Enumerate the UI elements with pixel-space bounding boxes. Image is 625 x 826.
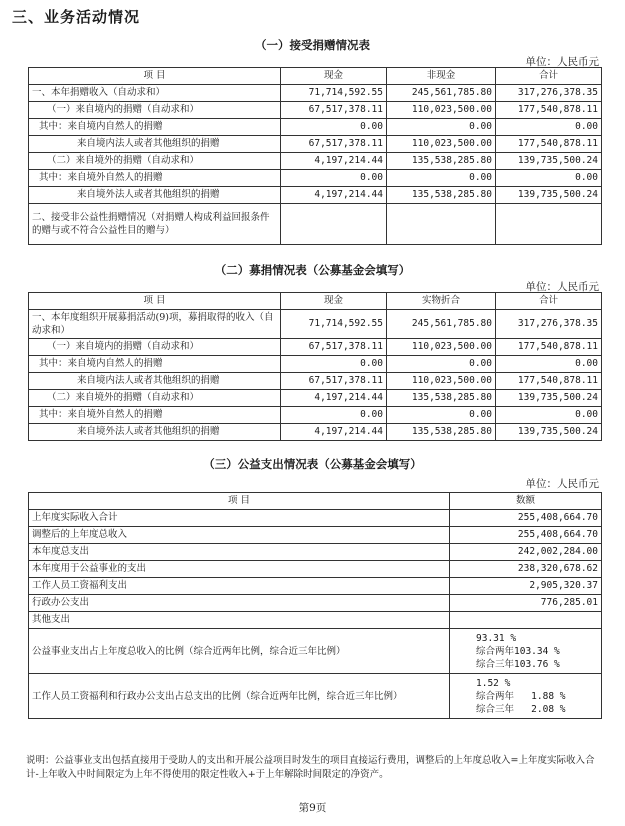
amount-value: 255,408,664.70 [450, 510, 602, 527]
donation-received-table [28, 67, 602, 245]
noncash-value: 0.00 [387, 119, 496, 136]
cash-value: 0.00 [281, 407, 387, 424]
row-label: （一）来自境内的捐赠（自动求和） [29, 339, 281, 356]
row-label: （一）来自境内的捐赠（自动求和） [29, 102, 281, 119]
cash-value: 0.00 [281, 119, 387, 136]
section-title: 三、业务活动情况 [12, 8, 141, 26]
noncash-value [387, 204, 496, 245]
table-row [29, 544, 602, 561]
row-label: （二）来自境外的捐赠（自动求和） [29, 153, 281, 170]
table-header-row [29, 493, 602, 510]
table-row [29, 204, 602, 245]
total-value: 0.00 [496, 119, 602, 136]
row-label: 其他支出 [29, 612, 450, 629]
table-row [29, 424, 602, 441]
cash-value: 4,197,214.44 [281, 153, 387, 170]
row-label: （二）来自境外的捐赠（自动求和） [29, 390, 281, 407]
table-header-row [29, 293, 602, 310]
noncash-value: 245,561,785.80 [387, 85, 496, 102]
table-row [29, 85, 602, 102]
row-label: 二、接受非公益性捐赠情况（对捐赠人构成利益回报条件的赠与或不符合公益性目的赠与） [29, 204, 281, 245]
row-label: 行政办公支出 [29, 595, 450, 612]
table-row [29, 102, 602, 119]
total-value: 0.00 [496, 407, 602, 424]
table-row [29, 310, 602, 339]
total-value: 0.00 [496, 170, 602, 187]
cash-value: 0.00 [281, 356, 387, 373]
cash-value: 4,197,214.44 [281, 424, 387, 441]
cash-value: 4,197,214.44 [281, 390, 387, 407]
total-value: 139,735,500.24 [496, 187, 602, 204]
table2-unit: 单位：人民币元 [525, 281, 599, 293]
col-header-item: 项 目 [29, 493, 450, 510]
in-kind-value: 0.00 [387, 356, 496, 373]
fundraising-table [28, 292, 602, 441]
total-value: 0.00 [496, 356, 602, 373]
table1-title: （一）接受捐赠情况表 [255, 38, 370, 52]
table3-title: （三）公益支出情况表（公募基金会填写） [203, 457, 422, 471]
col-header-total: 合计 [496, 68, 602, 85]
table-row [29, 578, 602, 595]
amount-value: 255,408,664.70 [450, 527, 602, 544]
ratio-two-year: 综合两年 1.88 % [476, 690, 566, 702]
table-row [29, 373, 602, 390]
noncash-value: 110,023,500.00 [387, 136, 496, 153]
table-row [29, 510, 602, 527]
total-value: 177,540,878.11 [496, 339, 602, 356]
explanatory-note: 说明：公益事业支出包括直接用于受助人的支出和开展公益项目时发生的项目直接运行费用，调整后的上年度总收入=上年度实际收入合计-上年收入中时间限定为上年不得使用的限定性收入+于上年解除时间限定的净资产。 [26, 755, 595, 780]
table-row [29, 170, 602, 187]
row-label: 来自境内法人或者其他组织的捐赠 [29, 136, 281, 153]
row-label: 调整后的上年度总收入 [29, 527, 450, 544]
total-value: 317,276,378.35 [496, 85, 602, 102]
row-label: 来自境外法人或者其他组织的捐赠 [29, 424, 281, 441]
table-row [29, 629, 602, 674]
table-row [29, 136, 602, 153]
col-header-cash: 现金 [281, 293, 387, 310]
total-value: 177,540,878.11 [496, 102, 602, 119]
table-header-row [29, 68, 602, 85]
table3-unit: 单位：人民币元 [525, 478, 599, 490]
in-kind-value: 135,538,285.80 [387, 424, 496, 441]
ratio-current: 93.31 % [476, 632, 517, 644]
ratio-current: 1.52 % [476, 677, 511, 689]
table-row [29, 674, 602, 719]
noncash-value: 110,023,500.00 [387, 102, 496, 119]
row-label: 本年度用于公益事业的支出 [29, 561, 450, 578]
row-label: 一、本年度组织开展募捐活动(9)项，募捐取得的收入（自动求和） [29, 310, 281, 339]
table-row [29, 356, 602, 373]
in-kind-value: 110,023,500.00 [387, 339, 496, 356]
total-value: 139,735,500.24 [496, 153, 602, 170]
table-row [29, 339, 602, 356]
col-header-in-kind: 实物折合 [387, 293, 496, 310]
table-row [29, 390, 602, 407]
ratio-values [450, 674, 602, 719]
table2-title: （二）募捐情况表（公募基金会填写） [214, 263, 411, 277]
amount-value: 776,285.01 [450, 595, 602, 612]
row-label: 其中：来自境外自然人的捐赠 [29, 170, 281, 187]
cash-value [281, 204, 387, 245]
row-label: 来自境内法人或者其他组织的捐赠 [29, 373, 281, 390]
in-kind-value: 110,023,500.00 [387, 373, 496, 390]
table-row [29, 153, 602, 170]
amount-value: 242,002,284.00 [450, 544, 602, 561]
col-header-item: 项 目 [29, 293, 281, 310]
total-value: 317,276,378.35 [496, 310, 602, 339]
table-row [29, 119, 602, 136]
total-value: 177,540,878.11 [496, 373, 602, 390]
noncash-value: 135,538,285.80 [387, 187, 496, 204]
in-kind-value: 0.00 [387, 407, 496, 424]
ratio-two-year: 综合两年103.34 % [476, 645, 560, 657]
table-row [29, 612, 602, 629]
cash-value: 71,714,592.55 [281, 310, 387, 339]
row-label: 本年度总支出 [29, 544, 450, 561]
row-label: 上年度实际收入合计 [29, 510, 450, 527]
ratio-three-year: 综合三年103.76 % [476, 658, 560, 670]
table-row [29, 187, 602, 204]
row-label: 工作人员工资福利支出 [29, 578, 450, 595]
amount-value: 2,905,320.37 [450, 578, 602, 595]
noncash-value: 135,538,285.80 [387, 153, 496, 170]
total-value: 139,735,500.24 [496, 390, 602, 407]
page-number: 第9页 [298, 802, 327, 814]
amount-value [450, 612, 602, 629]
total-value [496, 204, 602, 245]
cash-value: 67,517,378.11 [281, 339, 387, 356]
ratio-three-year: 综合三年 2.08 % [476, 703, 566, 715]
col-header-item: 项 目 [29, 68, 281, 85]
table1-unit: 单位：人民币元 [525, 56, 599, 68]
row-label: 其中：来自境内自然人的捐赠 [29, 356, 281, 373]
row-label: 来自境外法人或者其他组织的捐赠 [29, 187, 281, 204]
cash-value: 4,197,214.44 [281, 187, 387, 204]
cash-value: 67,517,378.11 [281, 373, 387, 390]
table-row [29, 527, 602, 544]
cash-value: 71,714,592.55 [281, 85, 387, 102]
table-row [29, 595, 602, 612]
ratio-values [450, 629, 602, 674]
table-row [29, 407, 602, 424]
col-header-amount: 数额 [450, 493, 602, 510]
cash-value: 67,517,378.11 [281, 102, 387, 119]
col-header-total: 合计 [496, 293, 602, 310]
noncash-value: 0.00 [387, 170, 496, 187]
total-value: 139,735,500.24 [496, 424, 602, 441]
in-kind-value: 135,538,285.80 [387, 390, 496, 407]
ratio-label: 公益事业支出占上年度总收入的比例（综合近两年比例，综合近三年比例） [29, 629, 450, 674]
col-header-cash: 现金 [281, 68, 387, 85]
charity-expenditure-table [28, 492, 602, 719]
cash-value: 0.00 [281, 170, 387, 187]
amount-value: 238,320,678.62 [450, 561, 602, 578]
row-label: 一、本年捐赠收入（自动求和） [29, 85, 281, 102]
col-header-noncash: 非现金 [387, 68, 496, 85]
row-label: 其中：来自境内自然人的捐赠 [29, 119, 281, 136]
ratio-label: 工作人员工资福利和行政办公支出占总支出的比例（综合近两年比例，综合近三年比例） [29, 674, 450, 719]
in-kind-value: 245,561,785.80 [387, 310, 496, 339]
row-label: 其中：来自境外自然人的捐赠 [29, 407, 281, 424]
cash-value: 67,517,378.11 [281, 136, 387, 153]
total-value: 177,540,878.11 [496, 136, 602, 153]
table-row [29, 561, 602, 578]
